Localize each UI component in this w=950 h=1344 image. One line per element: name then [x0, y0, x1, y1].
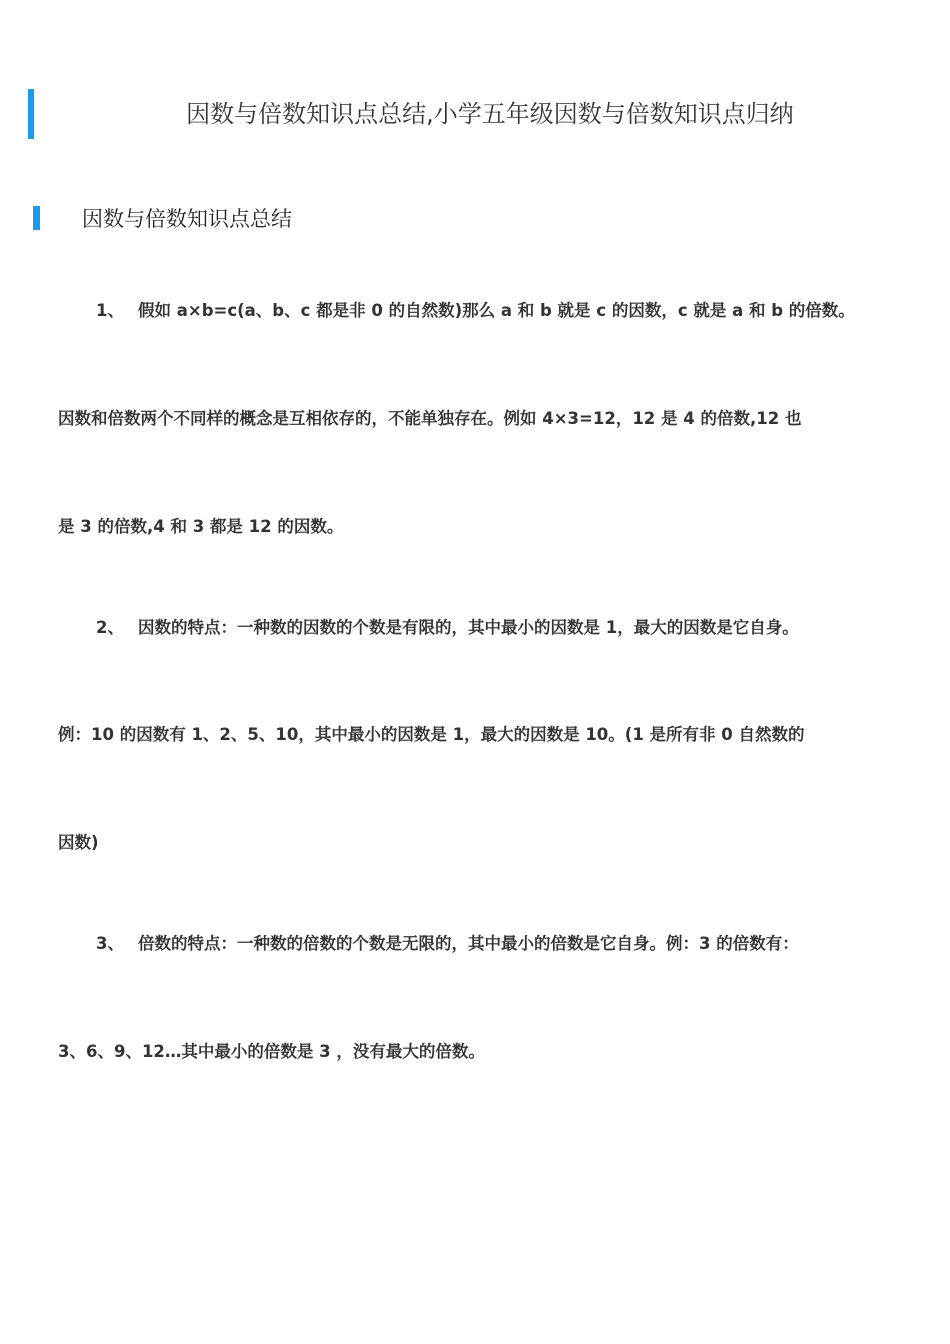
paragraph-2-line-2: 例：10 的因数有 1、2、5、10，其中最小的因数是 1，最大的因数是 10。(1 是所有非 0 自然数的 — [58, 725, 805, 744]
paragraph-3-line-2: 3、6、9、12…其中最小的倍数是 3 ，没有最大的倍数。 — [58, 1042, 485, 1061]
paragraph-3-number: 3、 — [96, 934, 124, 953]
paragraph-2-line-1 — [96, 614, 890, 642]
paragraph-1-line-1 — [96, 297, 890, 325]
paragraph-3-text: 倍数的特点：一种数的倍数的个数是无限的，其中最小的倍数是它自身。例：3 的倍数有： — [137, 934, 799, 953]
section-heading: 因数与倍数知识点总结 — [82, 207, 292, 231]
paragraph-1-text: 假如 a×b=c(a、b、c 都是非 0 的自然数)那么 a 和 b 就是 c 的因数，c 就是 a 和 b 的倍数。 — [137, 301, 855, 320]
page-title: 因数与倍数知识点总结,小学五年级因数与倍数知识点归纳 — [186, 100, 794, 128]
paragraph-2-text: 因数的特点：一种数的因数的个数是有限的，其中最小的因数是 1，最大的因数是它自身。 — [137, 618, 799, 637]
paragraph-1-line-3: 是 3 的倍数,4 和 3 都是 12 的因数。 — [58, 517, 344, 536]
paragraph-3-line-1 — [96, 930, 890, 958]
paragraph-2-number: 2、 — [96, 618, 124, 637]
paragraph-1-line-2: 因数和倍数两个不同样的概念是互相依存的，不能单独存在。例如 4×3=12，12 是 4 的倍数,12 也 — [58, 409, 802, 428]
paragraph-2-line-3: 因数) — [58, 833, 99, 852]
section-accent-bar — [33, 206, 40, 230]
paragraph-1-number: 1、 — [96, 301, 124, 320]
title-accent-bar — [28, 89, 34, 139]
